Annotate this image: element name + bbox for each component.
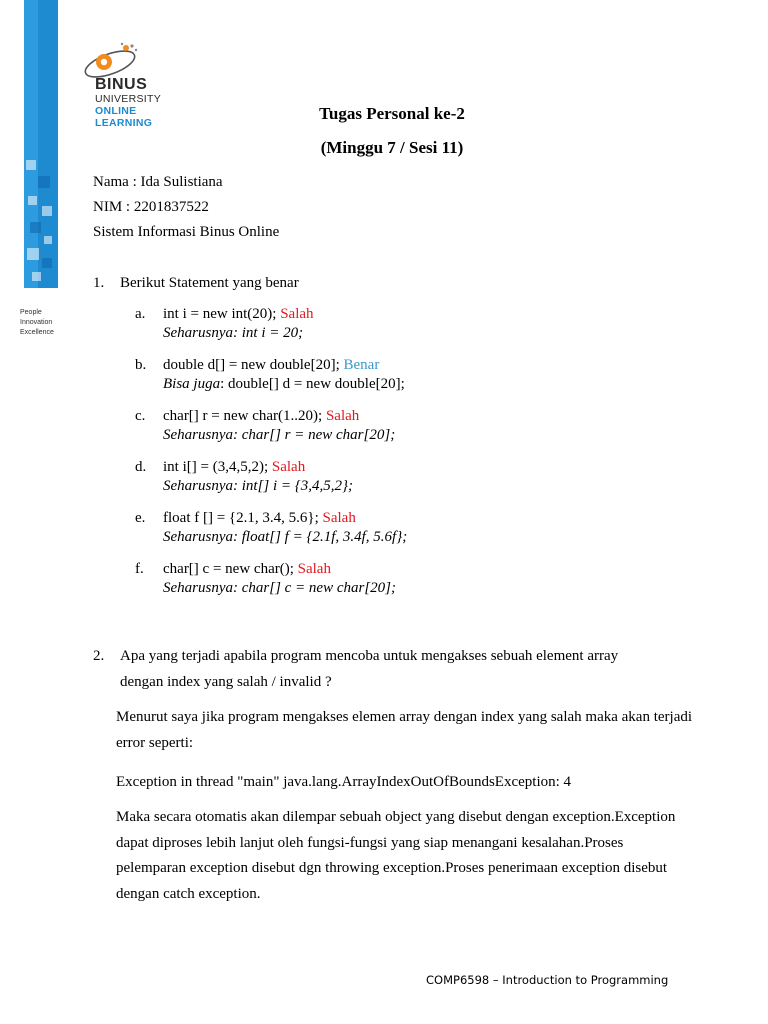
logo-line-university: UNIVERSITY [95, 93, 162, 105]
item-correction [163, 477, 353, 495]
question-2-line1: Apa yang terjadi apabila program mencoba untuk mengakses sebuah element array [120, 648, 619, 664]
brand-tagline [20, 308, 54, 338]
verdict-label: Salah [271, 459, 306, 475]
question-number: 2. [93, 648, 105, 664]
item-letter: a. [135, 306, 146, 322]
item-code: char[] c = new char(); [163, 561, 294, 577]
verdict-label: Salah [325, 408, 360, 424]
item-statement [163, 458, 305, 476]
item-statement [163, 509, 356, 527]
answer-explanation: Maka secara otomatis akan dilempar sebuah object yang disebut dengan exception.Exception dapat diproses lebih lanjut oleh fungsi-fungsi yang siap menangani kesalahan.Proses pelemparan exception disebut dgn throwing exception.Proses penerimaan exception disebut dengan catch exception. [116, 809, 676, 902]
item-statement [163, 305, 314, 323]
question-2-line2: dengan index yang salah / invalid ? [120, 674, 332, 690]
correction-rest: : double[] d = new double[20]; [220, 376, 405, 392]
correction-label: Seharusnya: float[] f = {2.1f, 3.4f, 5.6f}; [163, 529, 408, 545]
item-letter: c. [135, 408, 146, 424]
tagline-line: Excellence [20, 329, 54, 336]
verdict-label: Benar [343, 357, 380, 373]
question-1-text: Berikut Statement yang benar [120, 275, 299, 291]
page-subtitle: (Minggu 7 / Sesi 11) [320, 138, 464, 157]
footer-course: COMP6598 – Introduction to Programming [426, 973, 669, 987]
item-correction [163, 528, 407, 546]
correction-label: Seharusnya: char[] c = new char[20]; [163, 580, 397, 596]
student-nim: NIM : 2201837522 [93, 199, 209, 215]
item-code: int i = new int(20); [163, 306, 277, 322]
item-correction [163, 324, 303, 342]
item-letter: d. [135, 459, 147, 475]
item-statement [163, 407, 359, 425]
correction-label: Seharusnya: int i = 20; [163, 325, 304, 341]
verdict-label: Salah [322, 510, 356, 526]
correction-label: Bisa juga [163, 376, 221, 392]
item-correction [163, 579, 396, 597]
tagline-line: Innovation [20, 319, 53, 326]
tagline-line: People [20, 309, 42, 316]
item-statement [163, 560, 331, 578]
student-program: Sistem Informasi Binus Online [93, 224, 280, 240]
logo-line-binus: BINUS [95, 76, 148, 93]
item-code: char[] r = new char(1..20); [163, 408, 323, 424]
question-number: 1. [93, 275, 105, 291]
logo-line-online: ONLINE [95, 105, 137, 117]
verdict-label: Salah [297, 561, 331, 577]
verdict-label: Salah [280, 306, 314, 322]
correction-label: Seharusnya: int[] i = {3,4,5,2}; [163, 478, 354, 494]
logo-line-learning: LEARNING [95, 117, 153, 129]
item-code: float f [] = {2.1, 3.4, 5.6}; [163, 510, 319, 526]
item-letter: e. [135, 510, 146, 526]
answer-intro: Menurut saya jika program mengakses elemen array dengan index yang salah maka akan terjadi error seperti: [116, 709, 693, 751]
item-correction [163, 375, 405, 393]
item-letter: b. [135, 357, 147, 373]
page-title: Tugas Personal ke-2 [319, 104, 465, 123]
item-letter: f. [135, 561, 144, 577]
item-code: double d[] = new double[20]; [163, 357, 340, 373]
item-code: int i[] = (3,4,5,2); [163, 459, 269, 475]
correction-label: Seharusnya: char[] r = new char[20]; [163, 427, 396, 443]
student-name: Nama : Ida Sulistiana [93, 174, 223, 190]
item-statement [163, 356, 379, 374]
item-correction [163, 426, 395, 444]
exception-message: Exception in thread "main" java.lang.ArrayIndexOutOfBoundsException: 4 [116, 774, 572, 790]
